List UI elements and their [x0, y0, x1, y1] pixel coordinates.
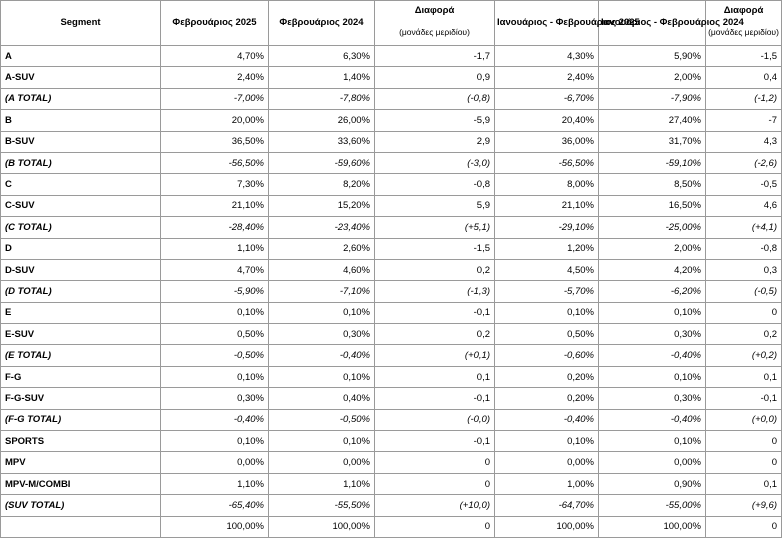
total-row [1, 495, 782, 516]
cell-diff-jan-feb: 0,1 [706, 366, 782, 387]
header-jan-feb-2024: Ιανουάριος - Φεβρουάριος 2024 [599, 1, 706, 46]
cell-jan-feb-2025: 1,20% [495, 238, 599, 259]
cell-feb-2024: 6,30% [269, 46, 375, 67]
table-row [1, 46, 782, 67]
cell-segment: D [1, 238, 161, 259]
cell-diff-feb: (+10,0) [375, 495, 495, 516]
cell-feb-2024: -55,50% [269, 495, 375, 516]
cell-jan-feb-2025: 0,20% [495, 388, 599, 409]
cell-jan-feb-2025: -29,10% [495, 217, 599, 238]
cell-diff-jan-feb: 0 [706, 431, 782, 452]
table-row [1, 131, 782, 152]
cell-feb-2024: 26,00% [269, 110, 375, 131]
cell-diff-feb: -1,7 [375, 46, 495, 67]
cell-feb-2025: 2,40% [161, 67, 269, 88]
cell-jan-feb-2024: -6,20% [599, 281, 706, 302]
cell-feb-2024: -0,50% [269, 409, 375, 430]
total-row [1, 152, 782, 173]
cell-jan-feb-2025: 0,20% [495, 366, 599, 387]
cell-jan-feb-2024: 31,70% [599, 131, 706, 152]
table-row [1, 388, 782, 409]
cell-segment: F-G [1, 366, 161, 387]
cell-segment: SPORTS [1, 431, 161, 452]
cell-diff-jan-feb: 0 [706, 302, 782, 323]
table-row [1, 302, 782, 323]
cell-feb-2024: 15,20% [269, 195, 375, 216]
cell-diff-jan-feb: 4,3 [706, 131, 782, 152]
cell-diff-feb: -0,8 [375, 174, 495, 195]
cell-jan-feb-2024: 5,90% [599, 46, 706, 67]
table-body [1, 46, 782, 538]
header-feb-2024: Φεβρουάριος 2024 [269, 1, 375, 46]
table-row [1, 452, 782, 473]
table-row [1, 366, 782, 387]
cell-jan-feb-2025: 2,40% [495, 67, 599, 88]
cell-feb-2024: 33,60% [269, 131, 375, 152]
cell-jan-feb-2025: 0,50% [495, 324, 599, 345]
cell-diff-feb: 0,2 [375, 259, 495, 280]
cell-jan-feb-2024: 2,00% [599, 67, 706, 88]
cell-jan-feb-2024: 100,00% [599, 516, 706, 537]
cell-feb-2025: -7,00% [161, 88, 269, 109]
header-row [1, 1, 782, 46]
cell-jan-feb-2024: -59,10% [599, 152, 706, 173]
cell-jan-feb-2025: 0,10% [495, 302, 599, 323]
cell-diff-feb: 5,9 [375, 195, 495, 216]
cell-segment: MPV [1, 452, 161, 473]
cell-jan-feb-2025: 36,00% [495, 131, 599, 152]
header-segment: Segment [1, 1, 161, 46]
cell-feb-2025: -56,50% [161, 152, 269, 173]
cell-segment: B [1, 110, 161, 131]
cell-diff-feb: -0,1 [375, 388, 495, 409]
cell-diff-feb: 0 [375, 452, 495, 473]
cell-segment: MPV-M/COMBI [1, 473, 161, 494]
cell-diff-jan-feb: 0,1 [706, 473, 782, 494]
cell-jan-feb-2025: -6,70% [495, 88, 599, 109]
cell-feb-2024: 0,00% [269, 452, 375, 473]
cell-diff-feb: (+0,1) [375, 345, 495, 366]
cell-jan-feb-2024: 0,10% [599, 366, 706, 387]
cell-jan-feb-2025: 100,00% [495, 516, 599, 537]
cell-feb-2025: -0,40% [161, 409, 269, 430]
cell-diff-jan-feb: 0 [706, 516, 782, 537]
cell-diff-feb: (-0,8) [375, 88, 495, 109]
cell-diff-jan-feb: -1,5 [706, 46, 782, 67]
cell-diff-jan-feb: (+0,2) [706, 345, 782, 366]
cell-feb-2025: 100,00% [161, 516, 269, 537]
cell-feb-2024: 0,30% [269, 324, 375, 345]
cell-segment: (SUV TOTAL) [1, 495, 161, 516]
cell-segment: C-SUV [1, 195, 161, 216]
total-row [1, 281, 782, 302]
cell-feb-2024: 100,00% [269, 516, 375, 537]
table-row [1, 324, 782, 345]
cell-segment: E [1, 302, 161, 323]
cell-feb-2024: 4,60% [269, 259, 375, 280]
cell-diff-feb: 2,9 [375, 131, 495, 152]
cell-diff-jan-feb: 0,4 [706, 67, 782, 88]
cell-feb-2024: -0,40% [269, 345, 375, 366]
total-row [1, 409, 782, 430]
cell-feb-2025: -0,50% [161, 345, 269, 366]
cell-feb-2025: 0,10% [161, 302, 269, 323]
cell-jan-feb-2024: -7,90% [599, 88, 706, 109]
cell-diff-jan-feb: 0,2 [706, 324, 782, 345]
header-diff-jan-feb-unit: (μονάδες μεριδίου) [708, 27, 779, 37]
table-row [1, 67, 782, 88]
cell-feb-2024: 8,20% [269, 174, 375, 195]
table-row [1, 174, 782, 195]
table-row [1, 473, 782, 494]
cell-diff-feb: (-1,3) [375, 281, 495, 302]
cell-segment: C [1, 174, 161, 195]
cell-segment: A [1, 46, 161, 67]
cell-feb-2025: 4,70% [161, 46, 269, 67]
cell-segment: (C TOTAL) [1, 217, 161, 238]
cell-diff-feb: (-0,0) [375, 409, 495, 430]
cell-feb-2024: -59,60% [269, 152, 375, 173]
cell-jan-feb-2024: -55,00% [599, 495, 706, 516]
cell-jan-feb-2025: 0,10% [495, 431, 599, 452]
cell-feb-2025: 4,70% [161, 259, 269, 280]
cell-jan-feb-2024: 0,10% [599, 431, 706, 452]
cell-feb-2024: -7,10% [269, 281, 375, 302]
cell-diff-jan-feb: (-1,2) [706, 88, 782, 109]
cell-jan-feb-2024: -0,40% [599, 345, 706, 366]
cell-feb-2025: 1,10% [161, 238, 269, 259]
cell-feb-2025: 1,10% [161, 473, 269, 494]
header-diff-feb [375, 1, 495, 46]
cell-diff-jan-feb: (+9,6) [706, 495, 782, 516]
cell-jan-feb-2024: 0,10% [599, 302, 706, 323]
cell-segment: A-SUV [1, 67, 161, 88]
table-row [1, 516, 782, 537]
cell-feb-2025: 36,50% [161, 131, 269, 152]
cell-jan-feb-2024: 0,00% [599, 452, 706, 473]
header-jan-feb-2025: Ιανουάριος - Φεβρουάριος 2025 [495, 1, 599, 46]
cell-feb-2025: 0,50% [161, 324, 269, 345]
cell-feb-2024: 1,40% [269, 67, 375, 88]
cell-jan-feb-2024: 27,40% [599, 110, 706, 131]
cell-diff-feb: -1,5 [375, 238, 495, 259]
cell-jan-feb-2025: 8,00% [495, 174, 599, 195]
cell-diff-feb: -5,9 [375, 110, 495, 131]
cell-diff-jan-feb: -7 [706, 110, 782, 131]
cell-segment: (D TOTAL) [1, 281, 161, 302]
cell-diff-feb: (+5,1) [375, 217, 495, 238]
cell-segment: (A TOTAL) [1, 88, 161, 109]
header-diff-feb-label: Διαφορά [414, 5, 455, 16]
cell-feb-2025: 0,10% [161, 366, 269, 387]
cell-diff-feb: 0 [375, 473, 495, 494]
cell-jan-feb-2024: 0,30% [599, 388, 706, 409]
cell-segment: B-SUV [1, 131, 161, 152]
cell-feb-2024: 0,40% [269, 388, 375, 409]
table-row [1, 259, 782, 280]
cell-feb-2024: 0,10% [269, 366, 375, 387]
cell-segment: E-SUV [1, 324, 161, 345]
cell-diff-jan-feb: 0 [706, 452, 782, 473]
cell-diff-jan-feb: (+0,0) [706, 409, 782, 430]
cell-feb-2025: 0,30% [161, 388, 269, 409]
table-row [1, 431, 782, 452]
cell-feb-2024: -23,40% [269, 217, 375, 238]
cell-jan-feb-2025: -0,40% [495, 409, 599, 430]
cell-jan-feb-2025: -64,70% [495, 495, 599, 516]
cell-segment: D-SUV [1, 259, 161, 280]
cell-feb-2025: -28,40% [161, 217, 269, 238]
cell-segment: (F-G TOTAL) [1, 409, 161, 430]
cell-segment [1, 516, 161, 537]
cell-jan-feb-2025: -56,50% [495, 152, 599, 173]
cell-jan-feb-2024: 0,90% [599, 473, 706, 494]
cell-jan-feb-2025: 21,10% [495, 195, 599, 216]
cell-diff-jan-feb: -0,8 [706, 238, 782, 259]
cell-jan-feb-2024: 0,30% [599, 324, 706, 345]
cell-diff-feb: -0,1 [375, 302, 495, 323]
table-row [1, 238, 782, 259]
cell-feb-2024: 2,60% [269, 238, 375, 259]
cell-jan-feb-2024: -0,40% [599, 409, 706, 430]
cell-feb-2025: 21,10% [161, 195, 269, 216]
cell-feb-2025: 7,30% [161, 174, 269, 195]
cell-jan-feb-2025: 4,50% [495, 259, 599, 280]
total-row [1, 345, 782, 366]
total-row [1, 88, 782, 109]
cell-diff-feb: 0,1 [375, 366, 495, 387]
header-diff-jan-feb-label: Διαφορά [723, 5, 764, 16]
cell-diff-feb: (-3,0) [375, 152, 495, 173]
cell-feb-2025: -5,90% [161, 281, 269, 302]
total-row [1, 217, 782, 238]
cell-feb-2024: 0,10% [269, 302, 375, 323]
cell-segment: F-G-SUV [1, 388, 161, 409]
cell-segment: (E TOTAL) [1, 345, 161, 366]
cell-feb-2025: -65,40% [161, 495, 269, 516]
cell-diff-jan-feb: (+4,1) [706, 217, 782, 238]
cell-jan-feb-2025: 0,00% [495, 452, 599, 473]
cell-jan-feb-2024: 4,20% [599, 259, 706, 280]
cell-feb-2024: -7,80% [269, 88, 375, 109]
cell-jan-feb-2025: -5,70% [495, 281, 599, 302]
cell-jan-feb-2025: 20,40% [495, 110, 599, 131]
cell-jan-feb-2025: -0,60% [495, 345, 599, 366]
cell-jan-feb-2025: 1,00% [495, 473, 599, 494]
cell-diff-jan-feb: 4,6 [706, 195, 782, 216]
cell-jan-feb-2024: 16,50% [599, 195, 706, 216]
cell-diff-jan-feb: (-2,6) [706, 152, 782, 173]
cell-diff-jan-feb: 0,3 [706, 259, 782, 280]
cell-diff-jan-feb: -0,5 [706, 174, 782, 195]
table-row [1, 195, 782, 216]
cell-jan-feb-2024: -25,00% [599, 217, 706, 238]
cell-segment: (B TOTAL) [1, 152, 161, 173]
table-row [1, 110, 782, 131]
header-feb-2025: Φεβρουάριος 2025 [161, 1, 269, 46]
cell-feb-2025: 0,10% [161, 431, 269, 452]
cell-feb-2025: 0,00% [161, 452, 269, 473]
cell-diff-feb: -0,1 [375, 431, 495, 452]
cell-diff-feb: 0,9 [375, 67, 495, 88]
cell-diff-jan-feb: (-0,5) [706, 281, 782, 302]
cell-diff-feb: 0 [375, 516, 495, 537]
cell-jan-feb-2024: 2,00% [599, 238, 706, 259]
cell-jan-feb-2024: 8,50% [599, 174, 706, 195]
cell-feb-2024: 1,10% [269, 473, 375, 494]
header-diff-feb-unit: (μονάδες μεριδίου) [399, 27, 470, 37]
cell-jan-feb-2025: 4,30% [495, 46, 599, 67]
cell-diff-jan-feb: -0,1 [706, 388, 782, 409]
cell-feb-2024: 0,10% [269, 431, 375, 452]
cell-feb-2025: 20,00% [161, 110, 269, 131]
cell-diff-feb: 0,2 [375, 324, 495, 345]
